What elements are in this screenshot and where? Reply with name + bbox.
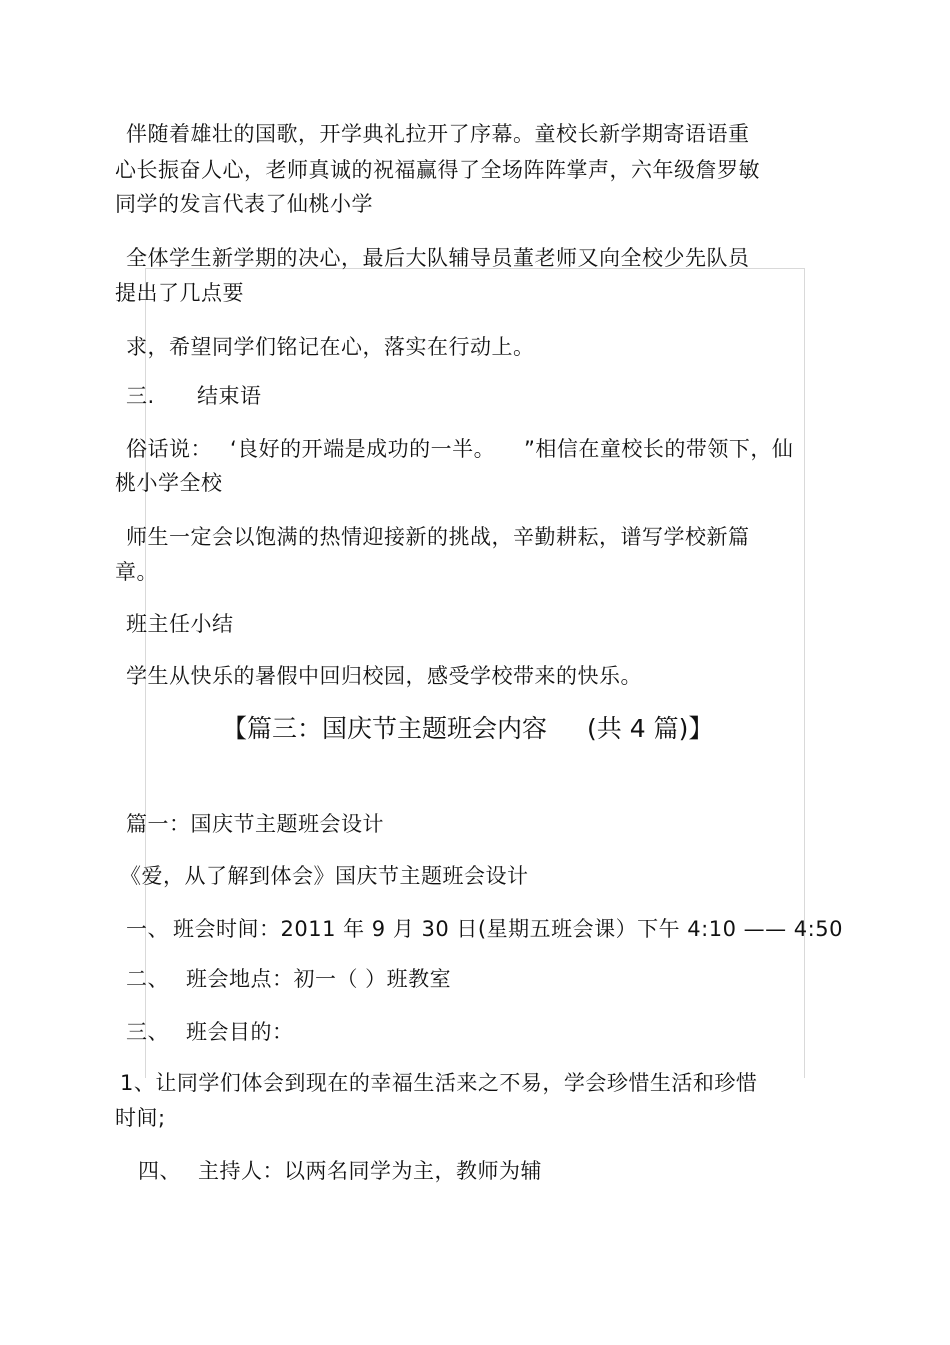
- article-heading-main: 【篇三：国庆节主题班会内容: [222, 714, 548, 743]
- item-text: 班会目的：: [186, 1020, 294, 1044]
- item-number: 二、: [126, 967, 169, 991]
- paragraph-segment: ”相信在童校长的带领下，仙: [524, 437, 794, 461]
- part-title: 篇一：国庆节主题班会设计: [126, 812, 384, 836]
- design-title: 《爱，从了解到体会》国庆节主题班会设计: [120, 864, 529, 888]
- section-title: 结束语: [197, 384, 262, 408]
- article-heading: [222, 711, 713, 747]
- paragraph-segment: ‘良好的开端是成功的一半。: [230, 437, 496, 461]
- goal-line: 1、让同学们体会到现在的幸福生活来之不易，学会珍惜生活和珍惜: [120, 1071, 758, 1095]
- paragraph-line: 求，希望同学们铭记在心，落实在行动上。: [126, 335, 535, 359]
- section-number: 三.: [126, 384, 155, 408]
- paragraph-line: 提出了几点要: [115, 281, 244, 305]
- item-text: 班会时间：2011 年 9 月 30 日(星期五班会课）下午 4:10 —— 4:50: [173, 917, 843, 941]
- frame-line-right: [804, 268, 805, 1078]
- paragraph-line: 同学的发言代表了仙桃小学: [115, 192, 373, 216]
- summary-text: 学生从快乐的暑假中回归校园，感受学校带来的快乐。: [126, 664, 642, 688]
- paragraph-line: 全体学生新学期的决心，最后大队辅导员董老师又向全校少先队员: [126, 246, 750, 270]
- item-text: 主持人：以两名同学为主，教师为辅: [198, 1159, 542, 1183]
- paragraph-line: 伴随着雄壮的国歌，开学典礼拉开了序幕。童校长新学期寄语语重: [126, 122, 750, 146]
- item-number: 一、: [126, 917, 169, 941]
- summary-title: 班主任小结: [126, 612, 234, 636]
- goal-line: 时间;: [115, 1106, 166, 1130]
- paragraph-line: 心长振奋人心，老师真诚的祝福赢得了全场阵阵掌声，六年级詹罗敏: [115, 158, 760, 182]
- paragraph-line: 桃小学全校: [115, 471, 223, 495]
- article-heading-count: (共 4 篇)】: [587, 714, 714, 743]
- paragraph-line: 章。: [115, 560, 158, 584]
- paragraph-segment: 俗话说：: [126, 437, 212, 461]
- item-number: 三、: [126, 1020, 169, 1044]
- item-text: 班会地点：初一（ ）班教室: [186, 967, 452, 991]
- paragraph-line: 师生一定会以饱满的热情迎接新的挑战，辛勤耕耘，谱写学校新篇: [126, 525, 750, 549]
- item-number: 四、: [138, 1159, 181, 1183]
